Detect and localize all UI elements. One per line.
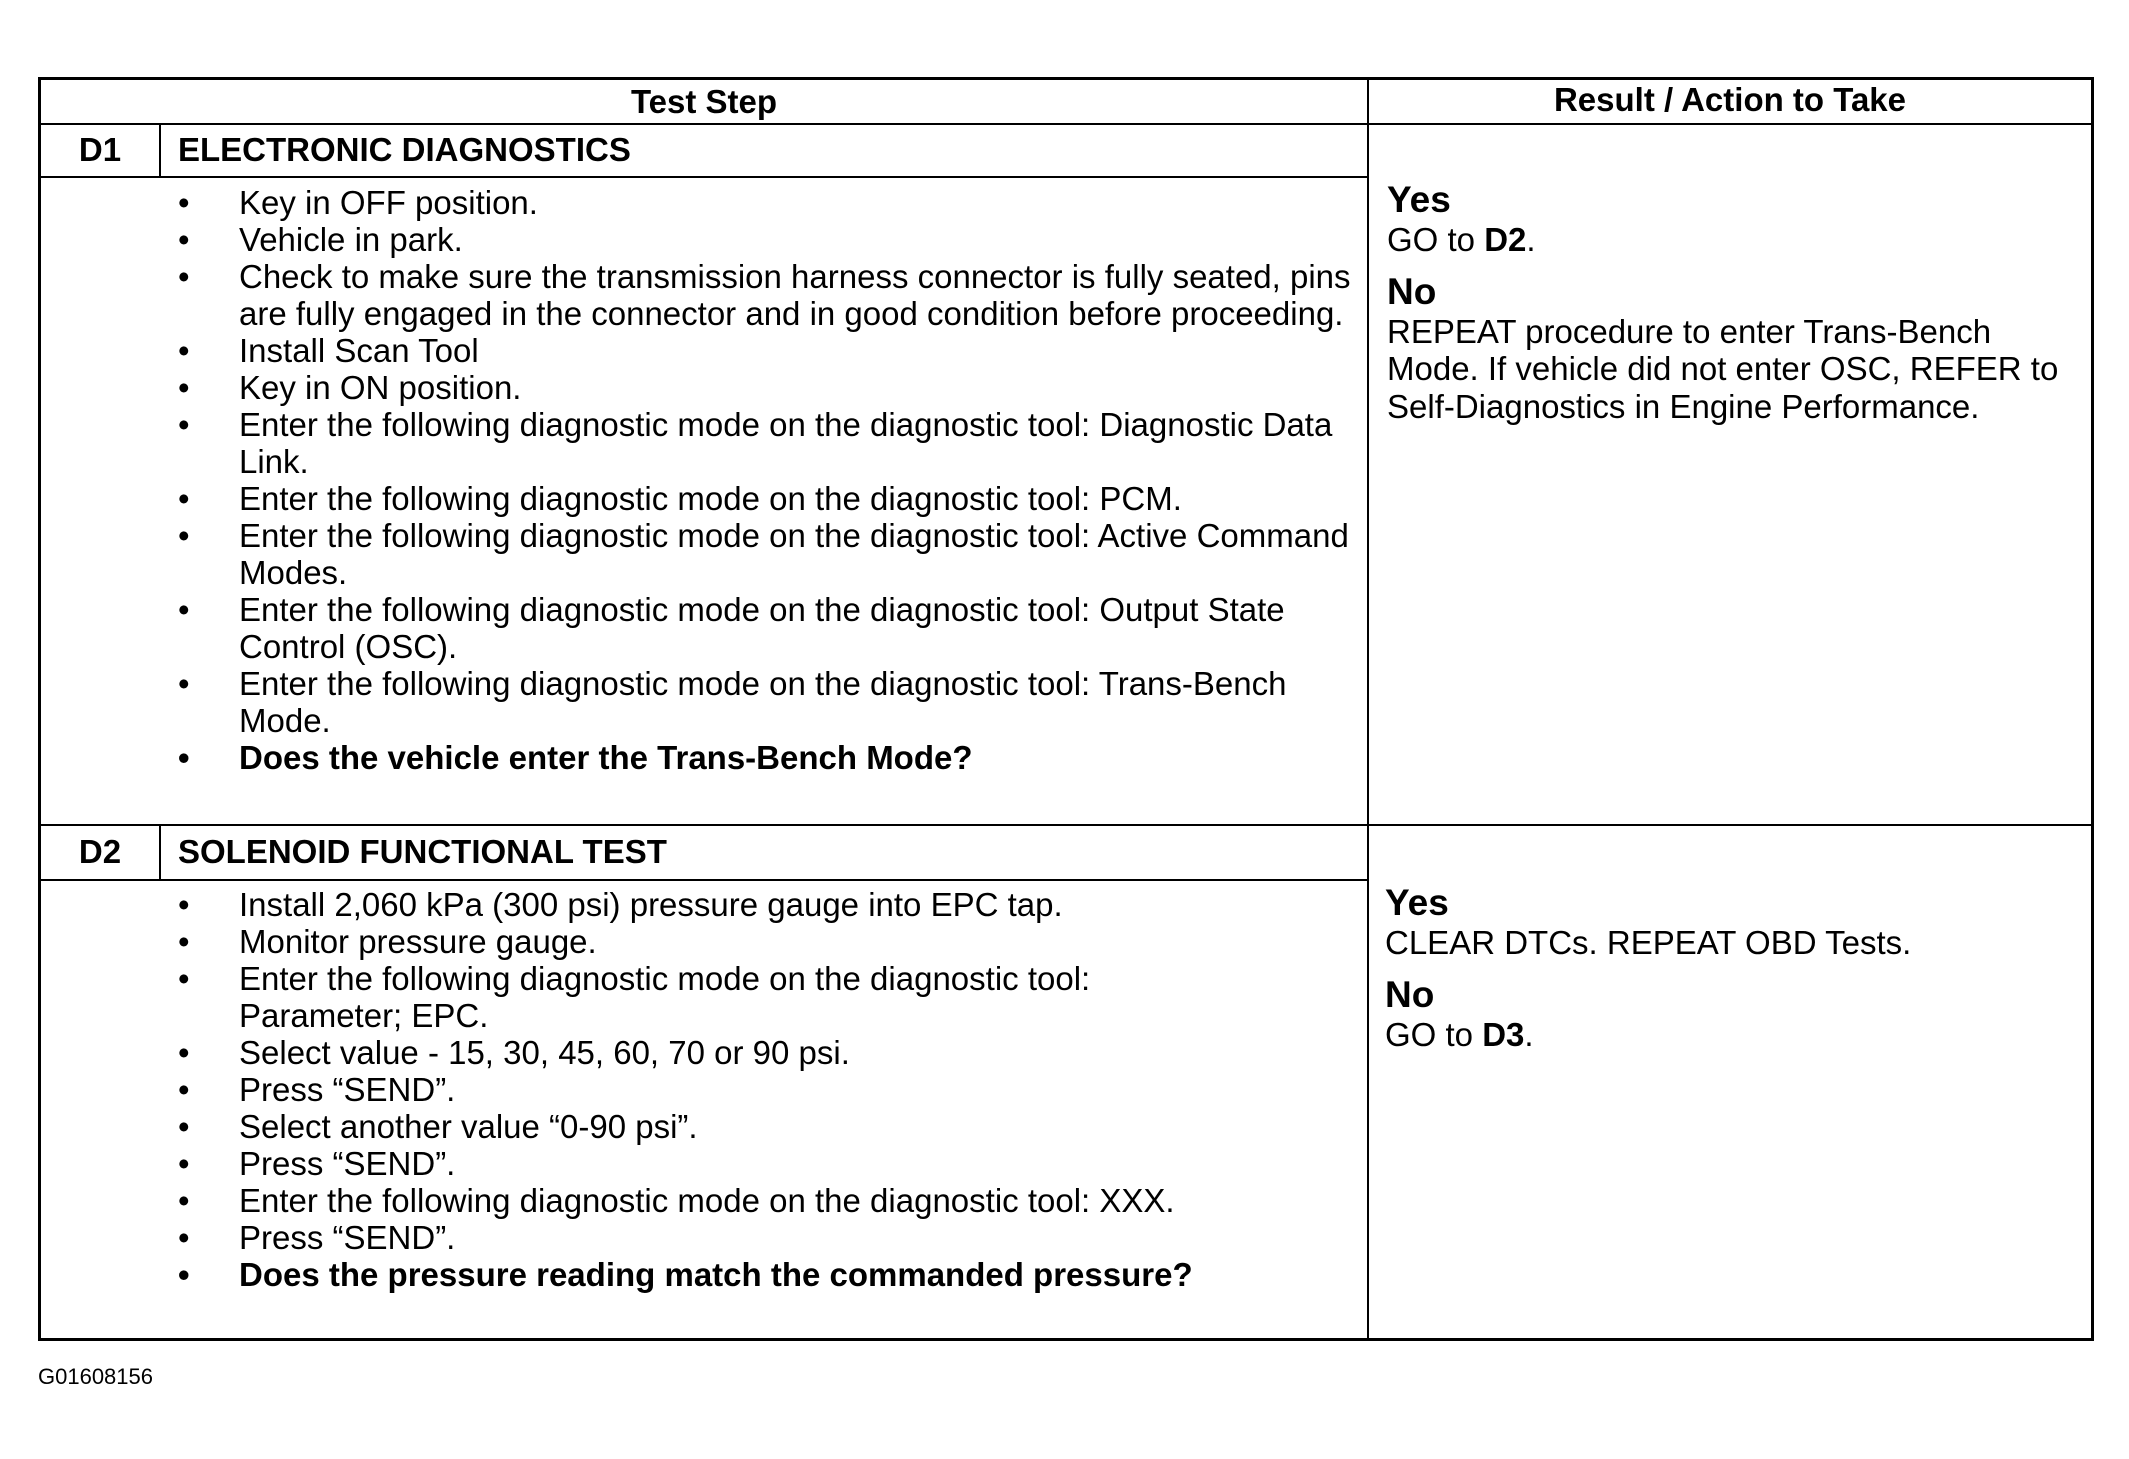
no-label: No [1385,973,1435,1015]
list-item: • Press “SEND”. [178,1219,456,1256]
bullet-icon: • [178,480,190,517]
list-item: • Select another value “0-90 psi”. [178,1108,698,1145]
row-divider [41,824,2091,826]
bullet-icon: • [178,1034,190,1071]
bullet-icon: • [178,960,190,997]
list-item: • Enter the following diagnostic mode on the diagnostic tool: Trans-Bench Mode. [178,665,1287,739]
yes-action: GO to D2. [1387,221,1536,258]
bullet-icon: • [178,369,190,406]
list-item: • Key in OFF position. [178,184,538,221]
list-item: • Enter the following diagnostic mode on the diagnostic tool: Output State Control (OSC). [178,591,1285,665]
step-ref-d2: D2 [1484,221,1527,258]
step-question: • Does the pressure reading match the commanded pressure? [178,1256,1193,1293]
bullet-icon: • [178,517,190,554]
list-item: • Install 2,060 kPa (300 psi) pressure gauge into EPC tap. [178,886,1063,923]
list-item: • Enter the following diagnostic mode on the diagnostic tool: XXX. [178,1182,1175,1219]
list-item: • Press “SEND”. [178,1145,456,1182]
title-divider-d1 [41,176,1367,178]
bullet-icon: • [178,332,190,369]
bullet-icon: • [178,665,190,702]
bullet-icon: • [178,739,190,776]
step-list-d1 [178,184,1358,776]
bullet-icon: • [178,591,190,628]
list-item: • Select value - 15, 30, 45, 60, 70 or 90 psi. [178,1034,850,1071]
step-title-d1: ELECTRONIC DIAGNOSTICS [178,131,631,168]
header-divider [41,123,2091,125]
title-divider-d2 [41,879,1367,881]
no-label: No [1387,270,1437,312]
yes-label: Yes [1387,179,1451,220]
yes-label: Yes [1385,882,1449,923]
result-d1 [1387,179,2087,425]
diagnostic-table [38,77,2094,1341]
bullet-icon: • [178,1071,190,1108]
code-divider-d1 [159,123,161,176]
list-item: • Enter the following diagnostic mode on the diagnostic tool: Active Command Modes. [178,517,1349,591]
step-title-d2: SOLENOID FUNCTIONAL TEST [178,833,667,870]
step-code-d2: D2 [78,833,122,870]
bullet-icon: • [178,1256,190,1293]
result-d2 [1385,882,2085,1053]
column-divider [1367,80,1369,1338]
list-item: • Enter the following diagnostic mode on the diagnostic tool: Parameter; EPC. [178,960,1091,1034]
list-item: • Enter the following diagnostic mode on the diagnostic tool: PCM. [178,480,1182,517]
step-question: • Does the vehicle enter the Trans-Bench Mode? [178,739,973,776]
bullet-icon: • [178,1108,190,1145]
list-item: • Enter the following diagnostic mode on the diagnostic tool: Diagnostic Data Link. [178,406,1333,480]
bullet-icon: • [178,258,190,295]
list-item: • Press “SEND”. [178,1071,456,1108]
bullet-icon: • [178,886,190,923]
bullet-icon: • [178,1145,190,1182]
bullet-icon: • [178,221,190,258]
bullet-icon: • [178,1182,190,1219]
no-action: GO to D3. [1385,1015,1534,1053]
yes-action: CLEAR DTCs. REPEAT OBD Tests. [1385,924,1912,961]
list-item: • Vehicle in park. [178,221,463,258]
list-item: • Monitor pressure gauge. [178,923,597,960]
no-action: REPEAT procedure to enter Trans-Bench Mode. If vehicle did not enter OSC, REFER to Self-Diagnostics in Engine Performance. [1387,312,2059,425]
step-code-d1: D1 [78,131,122,168]
list-item: • Key in ON position. [178,369,522,406]
step-ref-d3: D3 [1482,1015,1525,1053]
step-list-d2 [178,886,1238,1293]
figure-id: G01608156 [38,1364,153,1389]
list-item: • Check to make sure the transmission harness connector is fully seated, pins are fully engaged in the connector and in good condition before proceeding. [178,258,1351,332]
header-test-step: Test Step [630,83,778,120]
bullet-icon: • [178,184,190,221]
list-item: • Install Scan Tool [178,332,479,369]
bullet-icon: • [178,1219,190,1256]
header-result-action: Result / Action to Take [1553,81,1907,118]
code-divider-d2 [159,824,161,879]
bullet-icon: • [178,923,190,960]
bullet-icon: • [178,406,190,443]
